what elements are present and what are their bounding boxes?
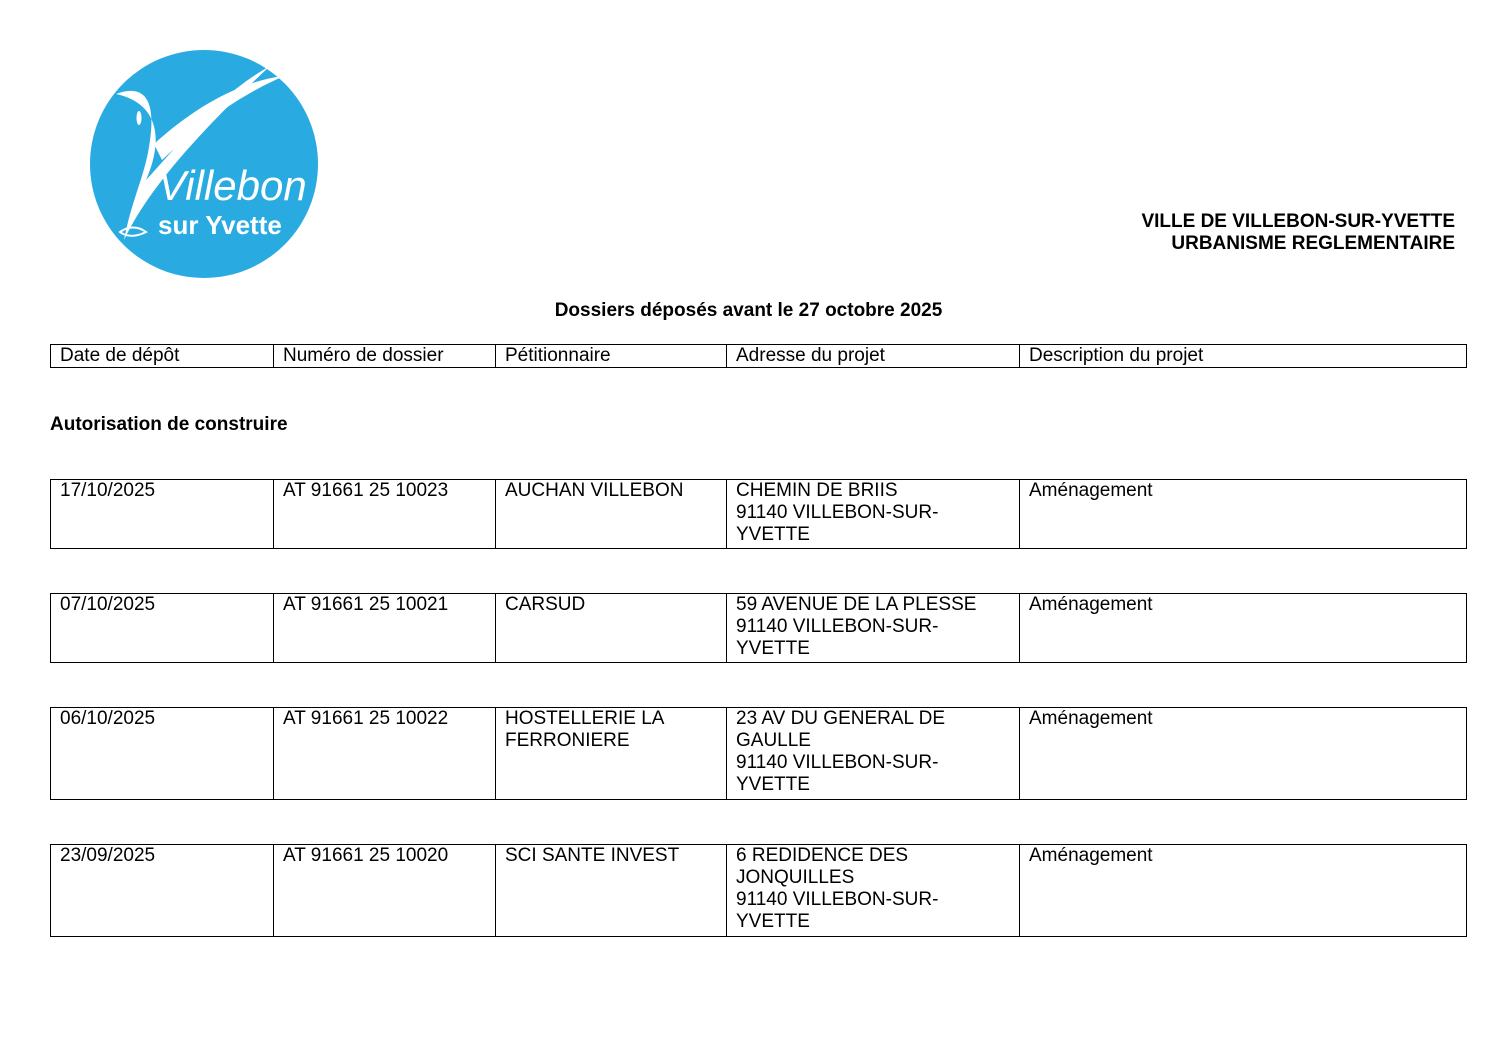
cell-petitionnaire [496, 480, 727, 549]
column-header-description: Description du projet [1020, 345, 1467, 368]
logo-text-sur-yvette: sur Yvette [158, 210, 282, 240]
cell-description: Aménagement [1020, 708, 1467, 800]
adresse-line: YVETTE [736, 774, 810, 795]
adresse-line: 59 AVENUE DE LA PLESSE [736, 594, 977, 615]
cell-date: 17/10/2025 [51, 480, 274, 549]
cell-petitionnaire [496, 708, 727, 800]
villebon-logo-graphic [88, 48, 320, 280]
document-title: Dossiers déposés avant le 27 octobre 2025 [554, 300, 943, 321]
header-city: VILLE DE VILLEBON-SUR-YVETTE [1141, 211, 1455, 232]
adresse-line: 91140 VILLEBON-SUR- [736, 889, 939, 910]
cell-adresse [727, 845, 1020, 937]
cell-description: Aménagement [1020, 594, 1467, 663]
table-row [50, 844, 1467, 937]
cell-numero: AT 91661 25 10022 [274, 708, 496, 800]
cell-numero: AT 91661 25 10020 [274, 845, 496, 937]
cell-date: 07/10/2025 [51, 594, 274, 663]
villebon-logo [88, 48, 320, 280]
petitionnaire-line: FERRONIERE [505, 730, 630, 751]
column-header-date: Date de dépôt [51, 345, 274, 368]
adresse-line: YVETTE [736, 638, 810, 659]
adresse-line: 6 REDIDENCE DES [736, 845, 909, 866]
column-header-petitionnaire: Pétitionnaire [496, 345, 727, 368]
column-header-row [51, 345, 1467, 368]
adresse-line: 91140 VILLEBON-SUR- [736, 752, 939, 773]
adresse-line: 91140 VILLEBON-SUR- [736, 502, 939, 523]
cell-description: Aménagement [1020, 480, 1467, 549]
adresse-line: 23 AV DU GENERAL DE [736, 708, 946, 729]
cell-description: Aménagement [1020, 845, 1467, 937]
document-header [1141, 211, 1455, 255]
cell-date: 23/09/2025 [51, 845, 274, 937]
adresse-line: YVETTE [736, 524, 810, 545]
column-header-numero: Numéro de dossier [274, 345, 496, 368]
adresse-line: JONQUILLES [736, 867, 855, 888]
cell-numero: AT 91661 25 10023 [274, 480, 496, 549]
petitionnaire-line: CARSUD [505, 594, 586, 615]
section-title: Autorisation de construire [50, 414, 288, 435]
table-row [50, 593, 1467, 663]
petitionnaire-line: SCI SANTE INVEST [505, 845, 680, 866]
petitionnaire-line: HOSTELLERIE LA [505, 708, 665, 729]
adresse-line: GAULLE [736, 730, 811, 751]
cell-adresse [727, 480, 1020, 549]
column-header-table [50, 344, 1467, 368]
adresse-line: YVETTE [736, 911, 810, 932]
table-row [50, 707, 1467, 800]
cell-adresse [727, 708, 1020, 800]
petitionnaire-line: AUCHAN VILLEBON [505, 480, 684, 501]
cell-petitionnaire [496, 594, 727, 663]
cell-numero: AT 91661 25 10021 [274, 594, 496, 663]
adresse-line: 91140 VILLEBON-SUR- [736, 616, 939, 637]
adresse-line: CHEMIN DE BRIIS [736, 480, 898, 501]
logo-text-villebon: Villebon [158, 162, 307, 209]
cell-petitionnaire [496, 845, 727, 937]
cell-date: 06/10/2025 [51, 708, 274, 800]
table-row [50, 479, 1467, 549]
header-department: URBANISME REGLEMENTAIRE [1171, 233, 1455, 254]
column-header-adresse: Adresse du projet [727, 345, 1020, 368]
cell-adresse [727, 594, 1020, 663]
